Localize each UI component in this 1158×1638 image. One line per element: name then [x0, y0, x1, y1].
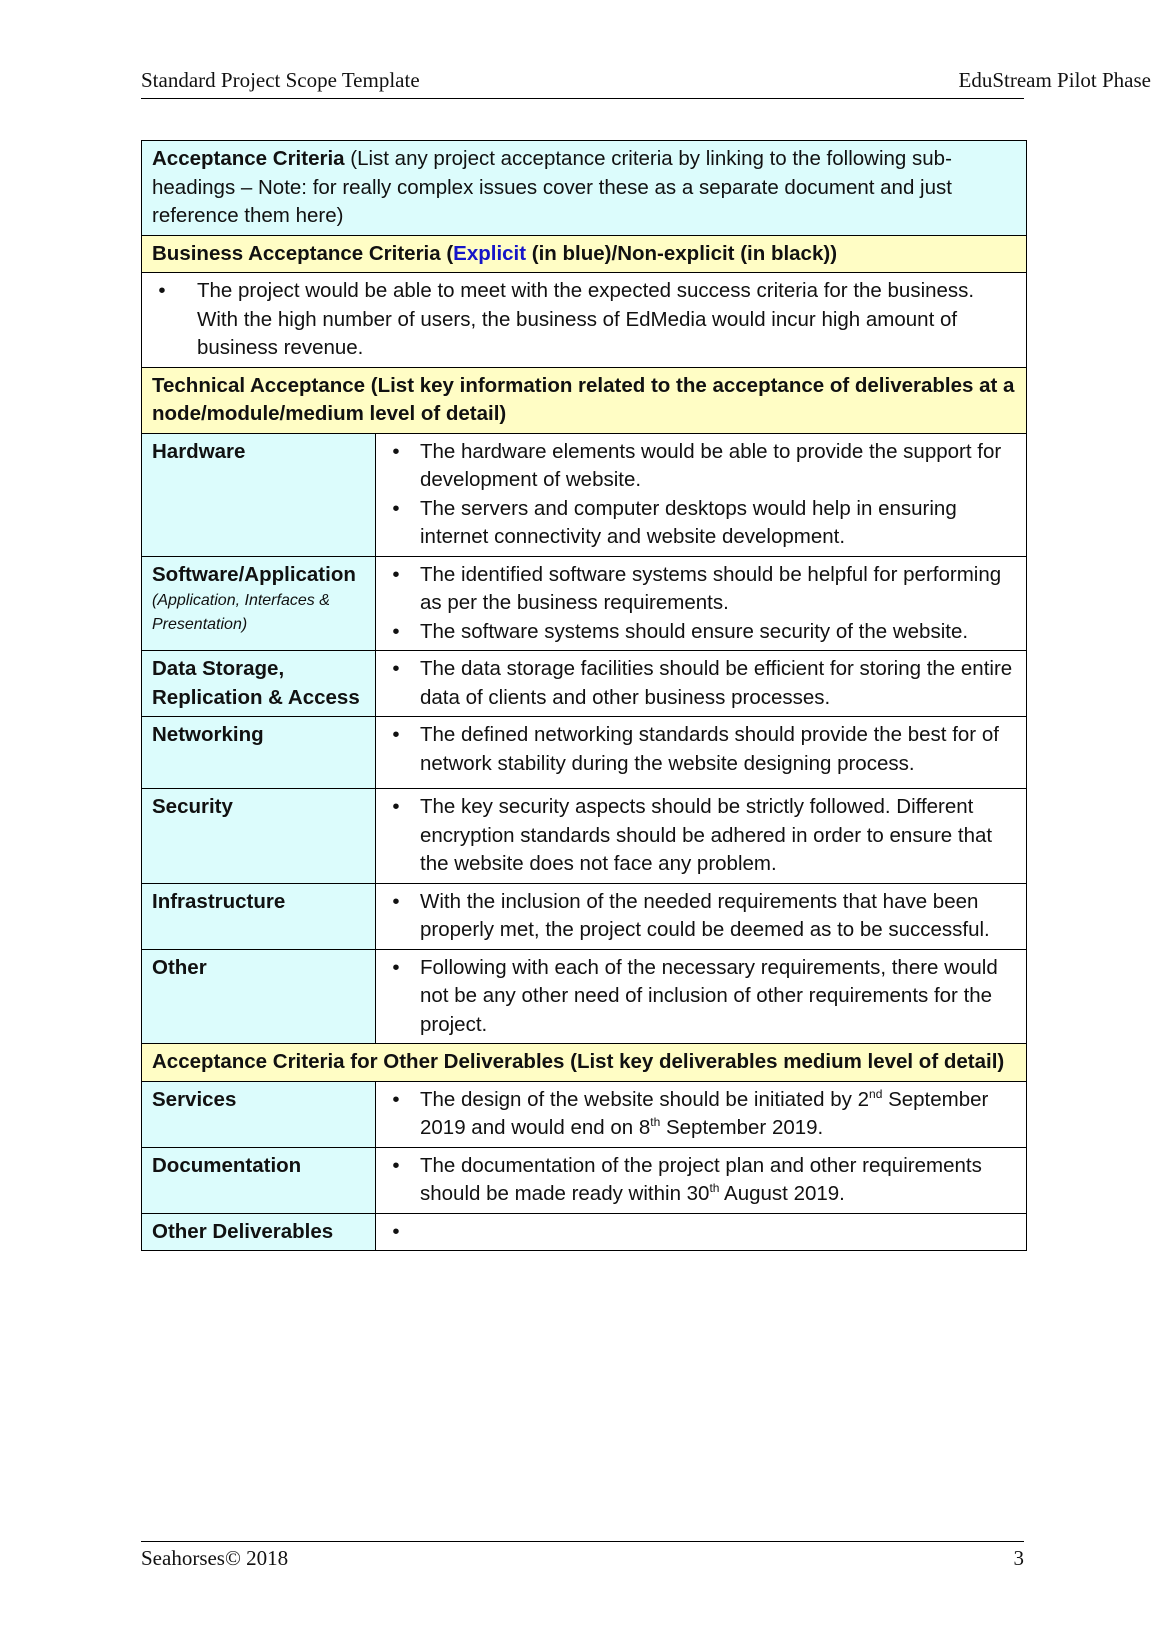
explicit-label: Explicit — [453, 241, 527, 265]
table-row — [142, 367, 1027, 433]
services-criteria — [376, 1081, 1027, 1147]
table-row — [142, 1081, 1027, 1147]
list-item: • With the inclusion of the needed requirements that have been properly met, the project could be deemed as to be successful. — [420, 888, 1016, 945]
table-row — [142, 717, 1027, 789]
software-criteria — [376, 556, 1027, 651]
page-footer — [141, 1546, 1024, 1576]
business-heading-cell — [142, 235, 1027, 273]
software-label-cell — [142, 556, 376, 651]
list-item: • The software systems should ensure security of the website. — [420, 618, 1016, 647]
table-row — [142, 433, 1027, 556]
list-item: • Following with each of the necessary requirements, there would not be any other need of inclusion of other requirements for the project. — [420, 954, 1016, 1040]
list-item: • The identified software systems should be helpful for performing as per the business requirements. — [420, 561, 1016, 618]
other-label: Other — [142, 949, 376, 1044]
business-criteria-list — [152, 277, 1016, 363]
software-label: Software/Application — [152, 562, 356, 586]
data-storage-label: Data Storage, Replication & Access — [142, 651, 376, 717]
footer-divider — [141, 1541, 1024, 1542]
table-row — [142, 1213, 1027, 1251]
infrastructure-list — [386, 888, 1016, 945]
services-text-end: September 2019. — [660, 1116, 824, 1139]
hardware-criteria — [376, 433, 1027, 556]
ordinal-suffix: th — [650, 1115, 661, 1130]
documentation-text-start: The documentation of the project plan and other requirements should be made ready within 30 — [420, 1153, 982, 1205]
business-heading-suffix: (in blue)/Non-explicit (in black)) — [526, 241, 838, 265]
list-item: • The defined networking standards should provide the best for of network stability during the website designing process. — [420, 721, 1016, 778]
table-row — [142, 949, 1027, 1044]
table-row — [142, 273, 1027, 368]
acceptance-criteria-table — [141, 140, 1027, 1251]
documentation-criteria — [376, 1147, 1027, 1213]
table-row — [142, 141, 1027, 236]
ordinal-suffix: nd — [869, 1086, 883, 1101]
footer-copyright: Seahorses© 2018 — [141, 1546, 289, 1570]
deliverables-heading: Acceptance Criteria for Other Deliverables (List key deliverables medium level of detail) — [142, 1044, 1027, 1082]
ordinal-suffix: th — [709, 1181, 720, 1196]
list-item: • The project would be able to meet with the expected success criteria for the business. With the high number of users, the business of EdMedia would incur high amount of business revenue. — [197, 277, 1016, 363]
acceptance-description: (List any project acceptance criteria by linking to the following sub-headings – Note: for really complex issues cover these as a separate document and just reference them here) — [152, 147, 952, 227]
software-sublabel: (Application, Interfaces & Presentation) — [152, 592, 330, 633]
networking-list — [386, 721, 1016, 778]
infrastructure-criteria — [376, 883, 1027, 949]
list-item — [420, 1086, 1016, 1143]
page-number: 3 — [1013, 1546, 1024, 1570]
networking-criteria — [376, 717, 1027, 789]
documentation-label: Documentation — [142, 1147, 376, 1213]
other-deliverables-criteria — [376, 1213, 1027, 1251]
table-row — [142, 235, 1027, 273]
table-row — [142, 1147, 1027, 1213]
documentation-text-end: August 2019. — [719, 1182, 845, 1205]
security-criteria — [376, 789, 1027, 884]
other-criteria — [376, 949, 1027, 1044]
software-list — [386, 561, 1016, 647]
other-deliverables-list — [386, 1218, 1016, 1247]
infrastructure-label: Infrastructure — [142, 883, 376, 949]
security-label: Security — [142, 789, 376, 884]
other-list — [386, 954, 1016, 1040]
list-item — [420, 1218, 1016, 1247]
services-text-start: The design of the website should be initiated by 2 — [420, 1087, 870, 1111]
technical-heading: Technical Acceptance (List key information related to the acceptance of deliverables at a node/module/medium level of detail) — [142, 367, 1027, 433]
header-project: EduStream Pilot Phase — [958, 68, 1151, 92]
business-heading: Business Acceptance Criteria ( — [152, 241, 454, 265]
hardware-list — [386, 438, 1016, 552]
list-item: • The key security aspects should be strictly followed. Different encryption standards should be adhered in order to ensure that the website does not face any problem. — [420, 793, 1016, 879]
business-criteria-cell — [142, 273, 1027, 368]
table-row — [142, 651, 1027, 717]
header-title: Standard Project Scope Template — [141, 68, 420, 92]
page-header — [141, 68, 1151, 98]
security-list — [386, 793, 1016, 879]
networking-label: Networking — [142, 717, 376, 789]
table-row — [142, 556, 1027, 651]
data-storage-criteria — [376, 651, 1027, 717]
services-label: Services — [142, 1081, 376, 1147]
data-storage-list — [386, 655, 1016, 712]
list-item: • The data storage facilities should be efficient for storing the entire data of clients and other business processes. — [420, 655, 1016, 712]
acceptance-title: Acceptance Criteria — [152, 147, 345, 170]
list-item: • The servers and computer desktops would help in ensuring internet connectivity and website development. — [420, 495, 1016, 552]
services-list — [386, 1086, 1016, 1143]
hardware-label: Hardware — [142, 433, 376, 556]
table-row — [142, 789, 1027, 884]
table-row — [142, 1044, 1027, 1082]
acceptance-intro-cell — [142, 141, 1027, 236]
list-item: • The hardware elements would be able to provide the support for development of website. — [420, 438, 1016, 495]
table-row — [142, 883, 1027, 949]
documentation-list — [386, 1152, 1016, 1209]
list-item — [420, 1152, 1016, 1209]
other-deliverables-label: Other Deliverables — [142, 1213, 376, 1251]
header-divider — [141, 98, 1024, 99]
services-text-middle: September 2019 and would end on 8 — [420, 1087, 989, 1139]
